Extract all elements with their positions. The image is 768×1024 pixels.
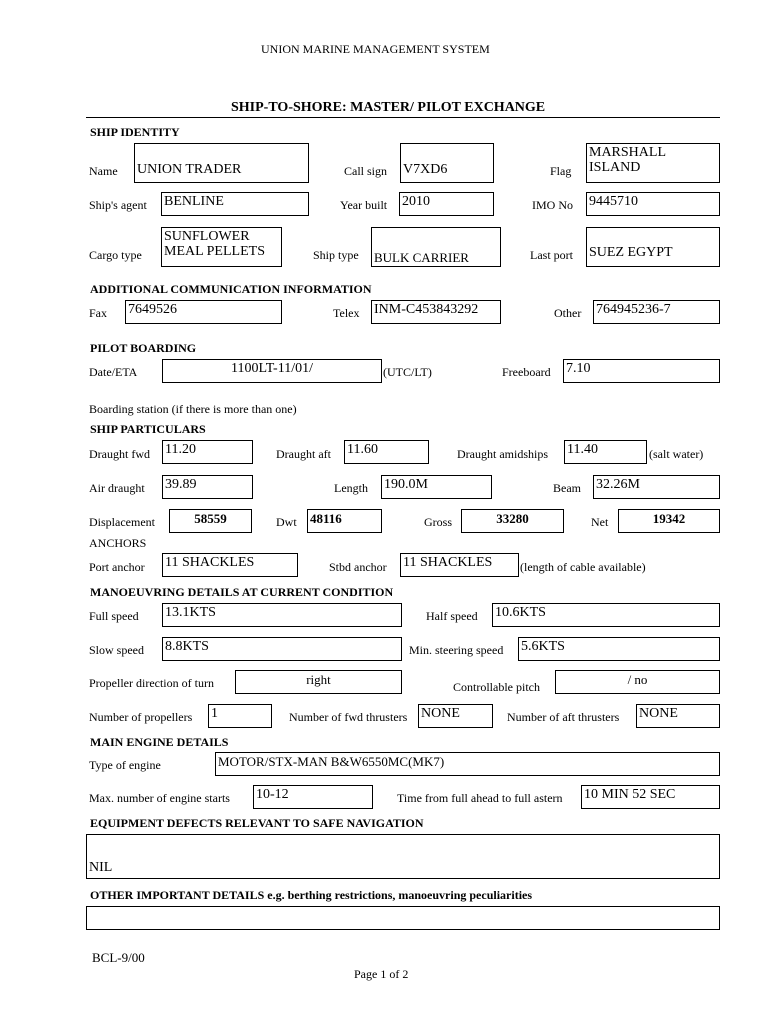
fax-label: Fax (89, 306, 107, 320)
cargo-field[interactable] (161, 227, 282, 267)
port-anchor-field[interactable]: 11 SHACKLES (162, 553, 298, 577)
cable-label: (length of cable available) (520, 560, 646, 574)
net-label: Net (591, 515, 609, 529)
freeboard-label: Freeboard (502, 365, 551, 379)
call-sign-label: Call sign (344, 164, 388, 178)
call-sign-field[interactable]: V7XD6 (400, 143, 494, 183)
draught-fwd-field[interactable]: 11.20 (162, 440, 253, 464)
beam-field[interactable]: 32.26M (593, 475, 720, 499)
engine-type-label: Type of engine (89, 758, 161, 772)
eta-label: Date/ETA (89, 365, 138, 379)
num-propellers-label: Number of propellers (89, 710, 193, 724)
dwt-label: Dwt (276, 515, 297, 529)
ship-type-field[interactable]: BULK CARRIER (371, 227, 501, 267)
net-field[interactable]: 19342 (618, 509, 720, 533)
other-label: Other (554, 306, 582, 320)
other-details-heading: OTHER IMPORTANT DETAILS e.g. berthing restrictions, manoeuvring peculiarities (90, 888, 533, 902)
air-draught-field[interactable]: 39.89 (162, 475, 253, 499)
beam-label: Beam (553, 481, 581, 495)
full-astern-field[interactable]: 10 MIN 52 SEC (581, 785, 720, 809)
min-steering-label: Min. steering speed (409, 643, 504, 657)
draught-mid-label: Draught amidships (457, 447, 548, 461)
min-steering-field[interactable]: 5.6KTS (518, 637, 720, 661)
full-speed-field[interactable]: 13.1KTS (162, 603, 402, 627)
aft-thrusters-field[interactable]: NONE (636, 704, 720, 728)
draught-mid-field[interactable]: 11.40 (564, 440, 647, 464)
defects-field[interactable]: NIL (86, 834, 720, 879)
manoeuvring-heading: MANOEUVRING DETAILS AT CURRENT CONDITION (90, 585, 394, 599)
cargo-line-2: MEAL PELLETS (164, 244, 265, 259)
flag-field[interactable] (586, 143, 720, 183)
num-propellers-field[interactable]: 1 (208, 704, 272, 728)
agent-field[interactable]: BENLINE (161, 192, 309, 216)
engine-type-field[interactable]: MOTOR/STX-MAN B&W6550MC(MK7) (215, 752, 720, 776)
port-anchor-label: Port anchor (89, 560, 145, 574)
fwd-thrusters-label: Number of fwd thrusters (289, 710, 408, 724)
imo-label: IMO No (532, 198, 573, 212)
page-title: SHIP-TO-SHORE: MASTER/ PILOT EXCHANGE (231, 100, 546, 115)
full-speed-label: Full speed (89, 609, 139, 623)
system-name: UNION MARINE MANAGEMENT SYSTEM (261, 42, 490, 56)
controllable-pitch-field[interactable]: / no (555, 670, 720, 694)
displacement-label: Displacement (89, 515, 155, 529)
slow-speed-field[interactable]: 8.8KTS (162, 637, 402, 661)
half-speed-field[interactable]: 10.6KTS (492, 603, 720, 627)
propeller-dir-field[interactable]: right (235, 670, 402, 694)
other-field[interactable]: 764945236-7 (593, 300, 720, 324)
fax-field[interactable]: 7649526 (125, 300, 282, 324)
fwd-thrusters-field[interactable]: NONE (418, 704, 493, 728)
pilot-boarding-heading: PILOT BOARDING (90, 341, 197, 355)
flag-label: Flag (550, 164, 572, 178)
stbd-anchor-label: Stbd anchor (329, 560, 387, 574)
freeboard-field[interactable]: 7.10 (563, 359, 720, 383)
utc-label: (UTC/LT) (383, 365, 432, 379)
gross-label: Gross (424, 515, 453, 529)
slow-speed-label: Slow speed (89, 643, 144, 657)
boarding-station-label: Boarding station (if there is more than one) (89, 402, 297, 416)
full-astern-label: Time from full ahead to full astern (397, 791, 563, 805)
cargo-line-1: SUNFLOWER (164, 229, 250, 244)
draught-aft-field[interactable]: 11.60 (344, 440, 429, 464)
ship-type-label: Ship type (313, 248, 359, 262)
year-built-label: Year built (340, 198, 388, 212)
half-speed-label: Half speed (426, 609, 478, 623)
engine-starts-field[interactable]: 10-12 (253, 785, 373, 809)
engine-heading: MAIN ENGINE DETAILS (90, 735, 229, 749)
telex-field[interactable]: INM-C453843292 (371, 300, 501, 324)
aft-thrusters-label: Number of aft thrusters (507, 710, 620, 724)
flag-line-2: ISLAND (589, 160, 641, 175)
defects-heading: EQUIPMENT DEFECTS RELEVANT TO SAFE NAVIGATION (90, 816, 424, 830)
draught-aft-label: Draught aft (276, 447, 331, 461)
title-rule (86, 117, 720, 118)
engine-starts-label: Max. number of engine starts (89, 791, 230, 805)
displacement-field[interactable]: 58559 (169, 509, 252, 533)
particulars-heading: SHIP PARTICULARS (90, 422, 206, 436)
name-field[interactable]: UNION TRADER (134, 143, 309, 183)
communication-heading: ADDITIONAL COMMUNICATION INFORMATION (90, 282, 372, 296)
air-draught-label: Air draught (89, 481, 145, 495)
year-built-field[interactable]: 2010 (399, 192, 494, 216)
salt-water-label: (salt water) (649, 447, 704, 461)
cargo-label: Cargo type (89, 248, 142, 262)
last-port-field[interactable]: SUEZ EGYPT (586, 227, 720, 267)
name-label: Name (89, 164, 118, 178)
form-code: BCL-9/00 (92, 950, 145, 965)
telex-label: Telex (333, 306, 360, 320)
flag-line-1: MARSHALL (589, 145, 667, 160)
anchors-label: ANCHORS (89, 536, 147, 550)
ship-identity-heading: SHIP IDENTITY (90, 125, 180, 139)
other-details-field[interactable] (86, 906, 720, 930)
length-field[interactable]: 190.0M (381, 475, 492, 499)
length-label: Length (334, 481, 368, 495)
agent-label: Ship's agent (89, 198, 147, 212)
draught-fwd-label: Draught fwd (89, 447, 150, 461)
page-number: Page 1 of 2 (354, 967, 409, 981)
propeller-dir-label: Propeller direction of turn (89, 676, 214, 690)
last-port-label: Last port (530, 248, 573, 262)
stbd-anchor-field[interactable]: 11 SHACKLES (400, 553, 519, 577)
controllable-pitch-label: Controllable pitch (453, 680, 540, 694)
gross-field[interactable]: 33280 (461, 509, 564, 533)
imo-field[interactable]: 9445710 (586, 192, 720, 216)
dwt-field[interactable]: 48116 (307, 509, 382, 533)
eta-field[interactable]: 1100LT-11/01/ (162, 359, 382, 383)
